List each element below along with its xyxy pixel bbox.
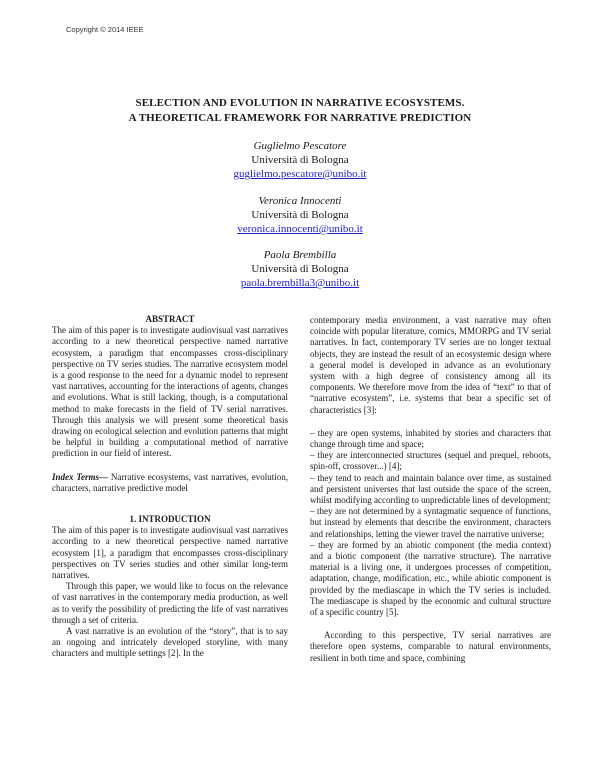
author-email-link[interactable]: paola.brembilla3@unibo.it bbox=[240, 277, 360, 289]
author-affiliation: Università di Bologna bbox=[251, 154, 349, 166]
introduction-heading: 1. INTRODUCTION bbox=[129, 514, 211, 525]
intro-paragraph-2: Through this paper, we would like to focus on the relevance of vast narratives in the contemporary media production, as well as to verify the possibility of predicting the life of vast narratives through a set of criteria. bbox=[52, 581, 288, 625]
author-email-link[interactable]: guglielmo.pescatore@unibo.it bbox=[233, 168, 367, 180]
author-name: Veronica Innocenti bbox=[258, 195, 342, 207]
characteristics-item: – they are not determined by a syntagmatic sequence of functions, but instead by elements that describe the environment, characters and relationships, letting the viewer travel the narrative universe; bbox=[310, 506, 551, 539]
index-terms-text: Narrative ecosystems, vast narratives, evolution, characters, narrative predictive model bbox=[52, 471, 288, 493]
author-block-3 bbox=[150, 248, 450, 290]
abstract-heading: ABSTRACT bbox=[145, 314, 195, 324]
intro-paragraph-1: The aim of this paper is to investigate audiovisual vast narratives according to a new theoretical perspective named narrative ecosystem [1], a paradigm that encompasses cross-disciplinary perspectives on TV series studies and other similar long-term narratives. bbox=[52, 525, 288, 581]
paper-title bbox=[60, 96, 540, 126]
characteristics-item: – they are open systems, inhabited by stories and characters that change through time and space; bbox=[310, 427, 551, 450]
author-name: Paola Brembilla bbox=[263, 249, 337, 261]
characteristics-item: – they tend to reach and maintain balance over time, as sustained and persistent universes that last outside the space of the screen, whilst modifying according to unpredictable lines of development; bbox=[310, 472, 551, 506]
author-affiliation: Università di Bologna bbox=[251, 263, 349, 275]
right-paragraph-2: According to this perspective, TV serial narratives are therefore open systems, comparable to natural environments, resilient in both time and space, combining bbox=[310, 630, 551, 663]
title-line-1: SELECTION AND EVOLUTION IN NARRATIVE ECOSYSTEMS. bbox=[135, 97, 465, 109]
author-email-link[interactable]: veronica.innocenti@unibo.it bbox=[237, 223, 363, 235]
copyright-notice: Copyright © 2014 IEEE bbox=[66, 25, 144, 34]
author-name: Guglielmo Pescatore bbox=[253, 140, 347, 152]
index-terms bbox=[52, 472, 288, 494]
author-affiliation: Università di Bologna bbox=[251, 209, 349, 221]
characteristics-item: – they are formed by an abiotic component (the media context) and a biotic component (the narrative structure). The narrative material is a living one, it undergoes processes of competition, adaptation, change, modification, etc., while abiotic component is provided by the mediascape in which the TV series is included. The mediascape is shaped by the economic and cultural structure of a specific country [5]. bbox=[310, 539, 551, 618]
right-column bbox=[310, 315, 551, 664]
characteristics-item: – they are interconnected structures (sequel and prequel, reboots, spin-off, crossover...) [4]; bbox=[310, 450, 551, 472]
index-terms-label: Index Terms— bbox=[52, 471, 109, 482]
intro-paragraph-3: A vast narrative is an evolution of the “story”, that is to say an ongoing and intricately developed storyline, with many characters and multiple settings [2]. In the bbox=[52, 626, 288, 659]
author-block-1 bbox=[150, 139, 450, 181]
abstract-text: The aim of this paper is to investigate audiovisual vast narratives according to a new theoretical perspective named narrative ecosystem, a paradigm that encompasses cross-disciplinary perspective on TV series studies. The narrative ecosystem model is a good response to the need for a dynamic model to represent vast narratives, accounting for the interactions of agents, changes and evolutions. What is still lacking, though, is a computational method to make forecasts in the field of TV serial narratives. Through this analysis we will present some theoretical basis drawing on ecological selection and evolution patterns that might be helpful in building a computational method of narrative prediction in our field of interest. bbox=[52, 325, 288, 459]
author-block-2 bbox=[150, 194, 450, 236]
left-column bbox=[52, 314, 288, 660]
right-paragraph-1: contemporary media environment, a vast narrative may often coincide with popular literature, comics, MMORPG and TV serial narratives. In fact, contemporary TV series are no longer textual objects, they are instead the result of an ecosystemic design where a general model is developed in advance as an evolutionary system with a high degree of consistency among all its components. We therefore move from the idea of “text” to that of “narrative ecosystem”, i.e. systems that bear a specific set of characteristics [3]: bbox=[310, 315, 551, 415]
title-line-2: A THEORETICAL FRAMEWORK FOR NARRATIVE PREDICTION bbox=[128, 112, 472, 124]
